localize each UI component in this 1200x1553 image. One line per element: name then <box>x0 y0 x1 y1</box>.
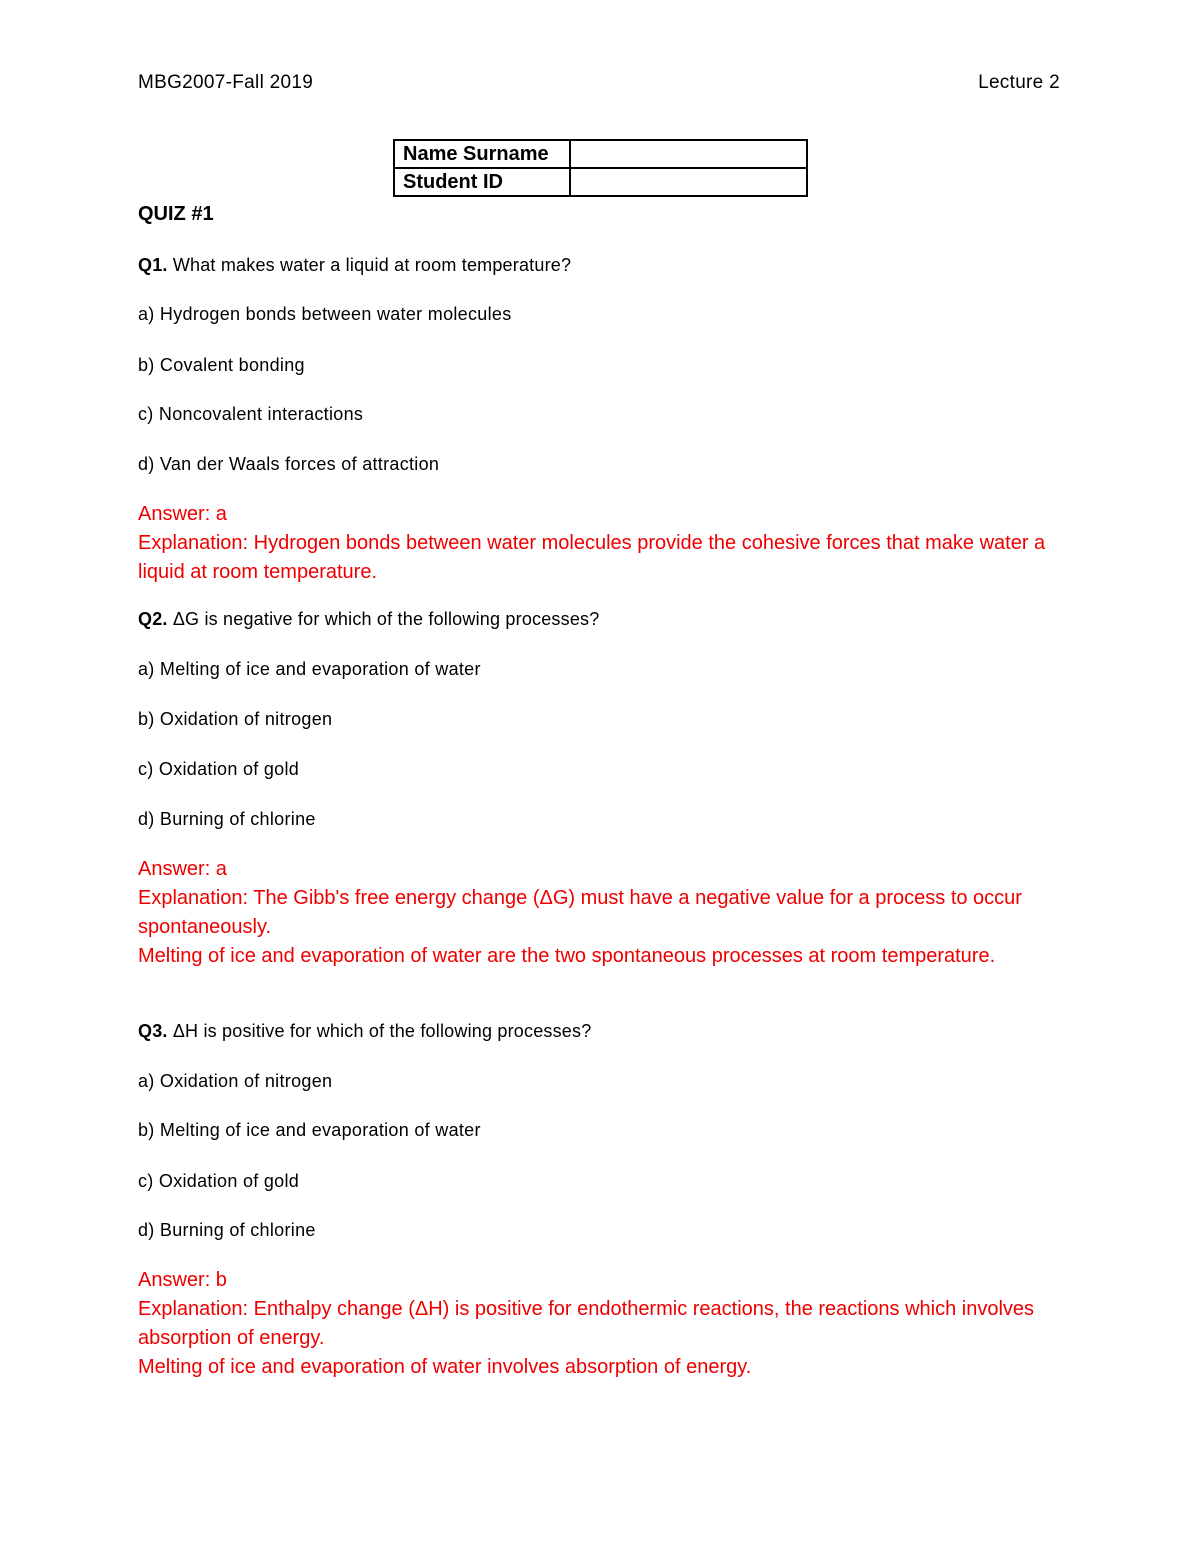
question-number: Q3. <box>138 1021 168 1041</box>
question-2 <box>138 609 599 630</box>
student-id-label: Student ID <box>394 168 570 196</box>
answer-block-1 <box>138 500 1058 587</box>
answer-block-2 <box>138 855 1058 971</box>
name-surname-label: Name Surname <box>394 140 570 168</box>
explanation-3: Explanation: Enthalpy change (ΔH) is positive for endothermic reactions, the reactions which involves absorption of energy. <box>138 1298 1035 1349</box>
student-id-row <box>394 168 807 196</box>
answer-1: Answer: a <box>138 503 227 525</box>
explanation-1: Explanation: Hydrogen bonds between water molecules provide the cohesive forces that make water a liquid at room temperature. <box>138 532 1046 583</box>
question-text: ΔG is negative for which of the following processes? <box>167 609 600 629</box>
explanation-3-followup: Melting of ice and evaporation of water involves absorption of energy. <box>138 1356 752 1378</box>
option-3a: a) Oxidation of nitrogen <box>138 1071 333 1091</box>
option-1c: c) Noncovalent interactions <box>138 404 364 424</box>
question-3 <box>138 1021 591 1042</box>
student-info-table <box>393 139 808 197</box>
question-1 <box>138 255 571 276</box>
quiz-title: QUIZ #1 <box>138 203 214 225</box>
question-text: ΔH is positive for which of the following processes? <box>167 1021 592 1041</box>
option-3d: d) Burning of chlorine <box>138 1220 316 1240</box>
question-text: What makes water a liquid at room temperature? <box>167 255 572 275</box>
option-2b: b) Oxidation of nitrogen <box>138 709 333 729</box>
name-surname-field[interactable] <box>570 140 807 168</box>
option-3b: b) Melting of ice and evaporation of water <box>138 1120 481 1140</box>
option-2c: c) Oxidation of gold <box>138 759 300 779</box>
option-1a: a) Hydrogen bonds between water molecules <box>138 304 512 324</box>
explanation-2-followup: Melting of ice and evaporation of water are the two spontaneous processes at room temperature. <box>138 945 996 967</box>
answer-3: Answer: b <box>138 1269 227 1291</box>
option-2d: d) Burning of chlorine <box>138 809 316 829</box>
name-row <box>394 140 807 168</box>
lecture-header: Lecture 2 <box>978 72 1060 93</box>
course-header: MBG2007-Fall 2019 <box>138 72 314 93</box>
student-id-field[interactable] <box>570 168 807 196</box>
explanation-2: Explanation: The Gibb's free energy change (ΔG) must have a negative value for a process to occur spontaneously. <box>138 887 1022 938</box>
option-1b: b) Covalent bonding <box>138 355 305 375</box>
option-3c: c) Oxidation of gold <box>138 1171 300 1191</box>
answer-block-3 <box>138 1266 1058 1382</box>
option-2a: a) Melting of ice and evaporation of water <box>138 659 481 679</box>
answer-2: Answer: a <box>138 858 227 880</box>
question-number: Q1. <box>138 255 168 275</box>
question-number: Q2. <box>138 609 168 629</box>
option-1d: d) Van der Waals forces of attraction <box>138 454 440 474</box>
